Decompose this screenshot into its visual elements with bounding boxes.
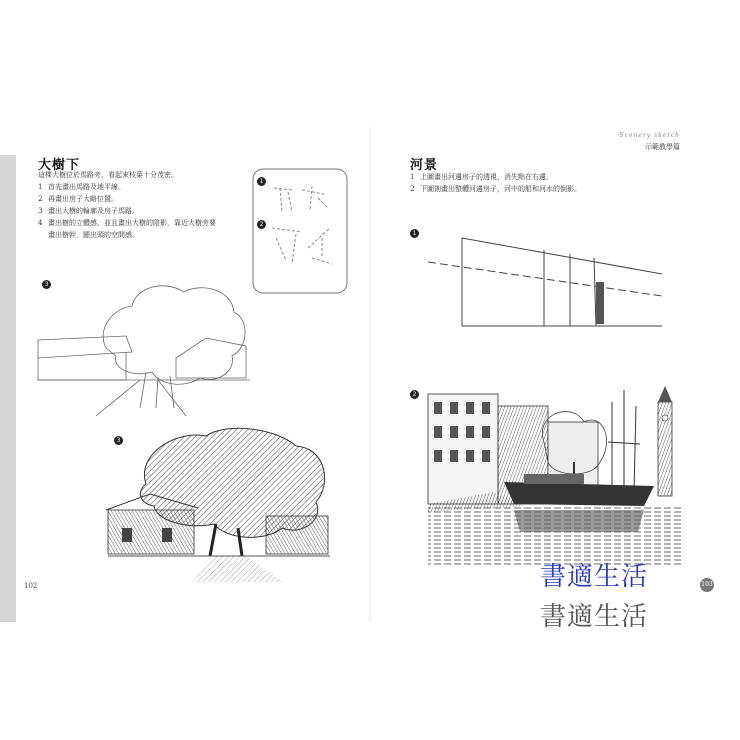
left-intro-text: 這棵大樹位於馬路旁，看起來枝葉十分茂密。 <box>38 171 178 179</box>
step-number: 4 <box>38 219 43 227</box>
tree-shaded-sketch <box>106 424 334 582</box>
watermark-text-gray: 書適生活 <box>540 602 649 632</box>
step-badge-1: 1 <box>257 177 266 186</box>
left-step-4 <box>38 219 216 228</box>
book-spine <box>369 127 371 622</box>
left-page-number: 102 <box>24 582 38 590</box>
thumbnail-sketch-box <box>252 168 348 294</box>
step-number: 2 <box>38 195 43 203</box>
tree-outline-sketch <box>36 268 252 418</box>
step-text: 再畫出房子大略位置。 <box>48 195 118 203</box>
step-badge-2: 2 <box>257 220 266 229</box>
step-text: 畫出大樹的輪廓及房子馬路。 <box>48 207 139 215</box>
left-step-4-cont <box>38 231 139 240</box>
right-step-2 <box>410 185 581 194</box>
right-step-1 <box>410 173 553 182</box>
step-text: 上圖畫出河邊房子的透視，消失點在右邊。 <box>420 173 553 181</box>
left-step-1 <box>38 183 125 192</box>
series-title-english: Scenery sketch <box>619 132 680 139</box>
step-number: 1 <box>410 173 415 181</box>
river-scene-sketch <box>424 382 684 572</box>
perspective-line-sketch <box>424 234 664 330</box>
step-text: 畫出樹幹，顯出頭的空間感。 <box>48 231 139 239</box>
right-page-number: 103 <box>700 578 714 592</box>
left-step-3 <box>38 207 139 216</box>
step-text: 畫出樹的立體感，並且畫出大樹的陰影，靠近大樹旁要 <box>48 219 216 227</box>
left-page-title: 大樹下 <box>38 158 81 173</box>
river-scene-badge: 2 <box>410 390 419 399</box>
right-page-title: 河景 <box>410 158 439 173</box>
watermark-text-blue: 書適生活 <box>540 562 649 592</box>
step-number: 3 <box>38 207 43 215</box>
step-text: 下圖則畫出整體河邊房子，河中的船和河水的倒影。 <box>420 185 581 193</box>
step-number: 1 <box>38 183 43 191</box>
left-edge-bar <box>0 155 16 622</box>
series-title-chinese: 示範教學篇 <box>645 143 680 151</box>
perspective-badge: 1 <box>410 229 419 238</box>
step-number: 2 <box>410 185 415 193</box>
step-badge-3: 3 <box>42 280 51 289</box>
left-step-2 <box>38 195 118 204</box>
step-badge-4: 3 <box>114 436 123 445</box>
step-text: 首先畫出馬路及地平線。 <box>48 183 125 191</box>
